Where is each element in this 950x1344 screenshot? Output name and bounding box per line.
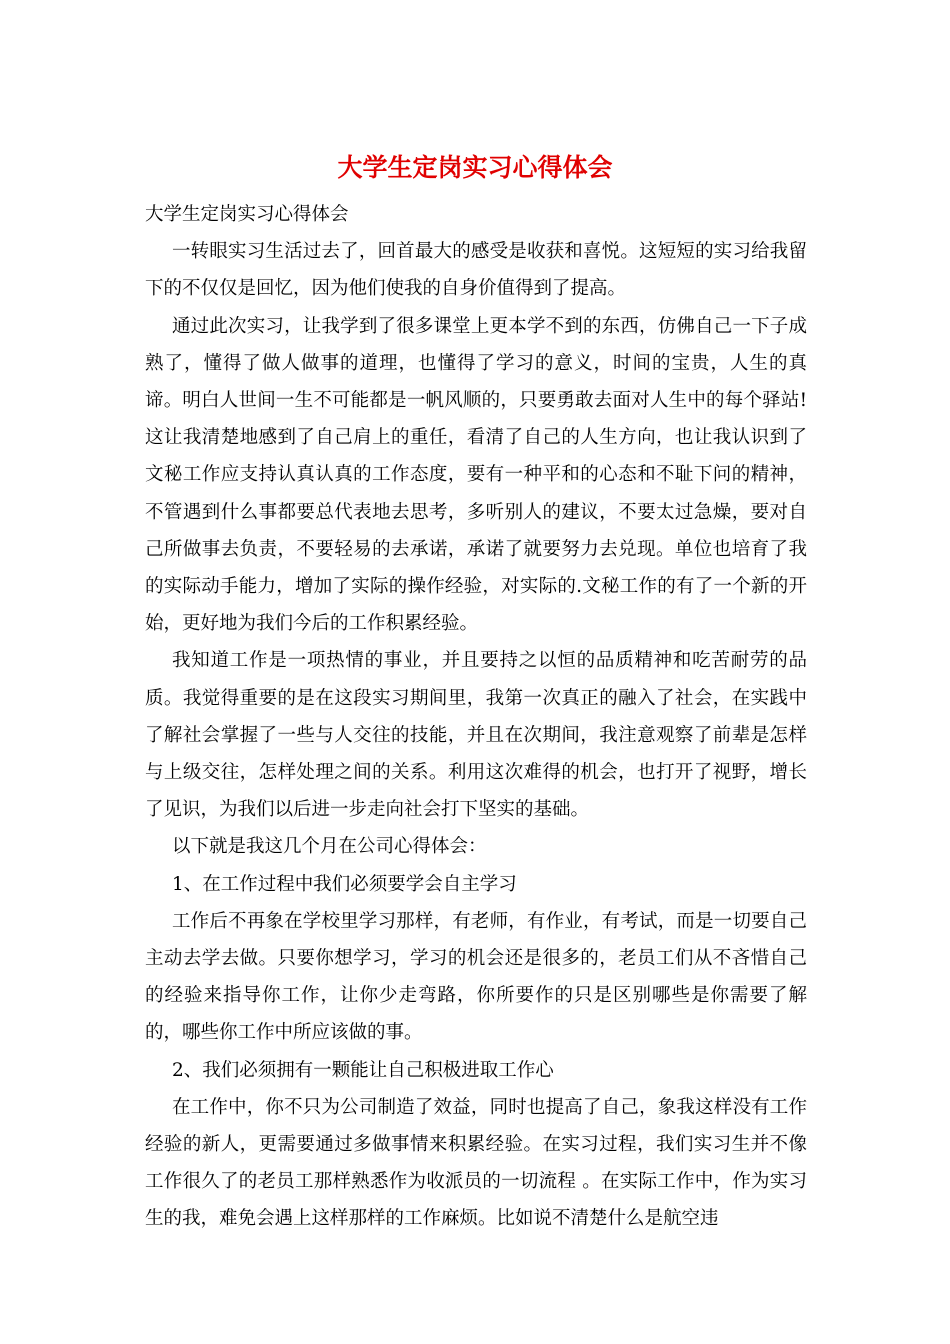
paragraph: 一转眼实习生活过去了，回首最大的感受是收获和喜悦。这短短的实习给我留下的不仅仅是回忆，因为他们使我的自身价值得到了提高。 [145,241,807,300]
paragraph: 以下就是我这几个月在公司心得体会： [172,836,487,858]
document-body [145,196,807,1238]
paragraph: 在工作中，你不只为公司制造了效益，同时也提高了自己，象我这样没有工作经验的新人，更需要通过多做事情来积累经验。在实习过程，我们实习生并不像工作很久了的老员工那样熟悉作为收派员的一切流程 。在实际工作中，作为实习生的我，难免会遇上这样那样的工作麻烦。比如说不清楚什么是航空违 [145,1096,807,1230]
paragraph: 我知道工作是一项热情的事业，并且要持之以恒的品质精神和吃苦耐劳的品质。我觉得重要的是在这段实习期间里，我第一次真正的融入了社会，在实践中了解社会掌握了一些与人交往的技能，并且在次期间，我注意观察了前辈是怎样与上级交往，怎样处理之间的关系。利用这次难得的机会，也打开了视野，增长了见识，为我们以后进一步走向社会打下坚实的基础。 [145,650,807,821]
paragraph: 通过此次实习，让我学到了很多课堂上更本学不到的东西，仿佛自己一下子成熟了，懂得了做人做事的道理，也懂得了学习的意义，时间的宝贵，人生的真谛。明白人世间一生不可能都是一帆风顺的，只要勇敢去面对人生中的每个驿站!这让我清楚地感到了自己肩上的重任，看清了自己的人生方向，也让我认识到了文秘工作应支持认真认真的工作态度，要有一种平和的心态和不耻下问的精神，不管遇到什么事都要总代表地去思考，多听别人的建议，不要太过急燥，要对自己所做事去负责，不要轻易的去承诺，承诺了就要努力去兑现。单位也培育了我的实际动手能力，增加了实际的操作经验，对实际的.文秘工作的有了一个新的开始，更好地为我们今后的工作积累经验。 [145,315,807,635]
document-subtitle: 大学生定岗实习心得体会 [145,204,349,225]
document-title: 大学生定岗实习心得体会 [337,153,613,182]
section-heading: 1、在工作过程中我们必须要学会自主学习 [172,873,517,895]
section-heading: 2、我们必须拥有一颗能让自己积极进取工作心 [172,1059,554,1081]
paragraph: 工作后不再象在学校里学习那样，有老师，有作业，有考试，而是一切要自己主动去学去做。只要你想学习，学习的机会还是很多的，老员工们从不吝惜自己的经验来指导你工作，让你少走弯路，你所要作的只是区别哪些是你需要了解的，哪些你工作中所应该做的事。 [145,910,807,1044]
